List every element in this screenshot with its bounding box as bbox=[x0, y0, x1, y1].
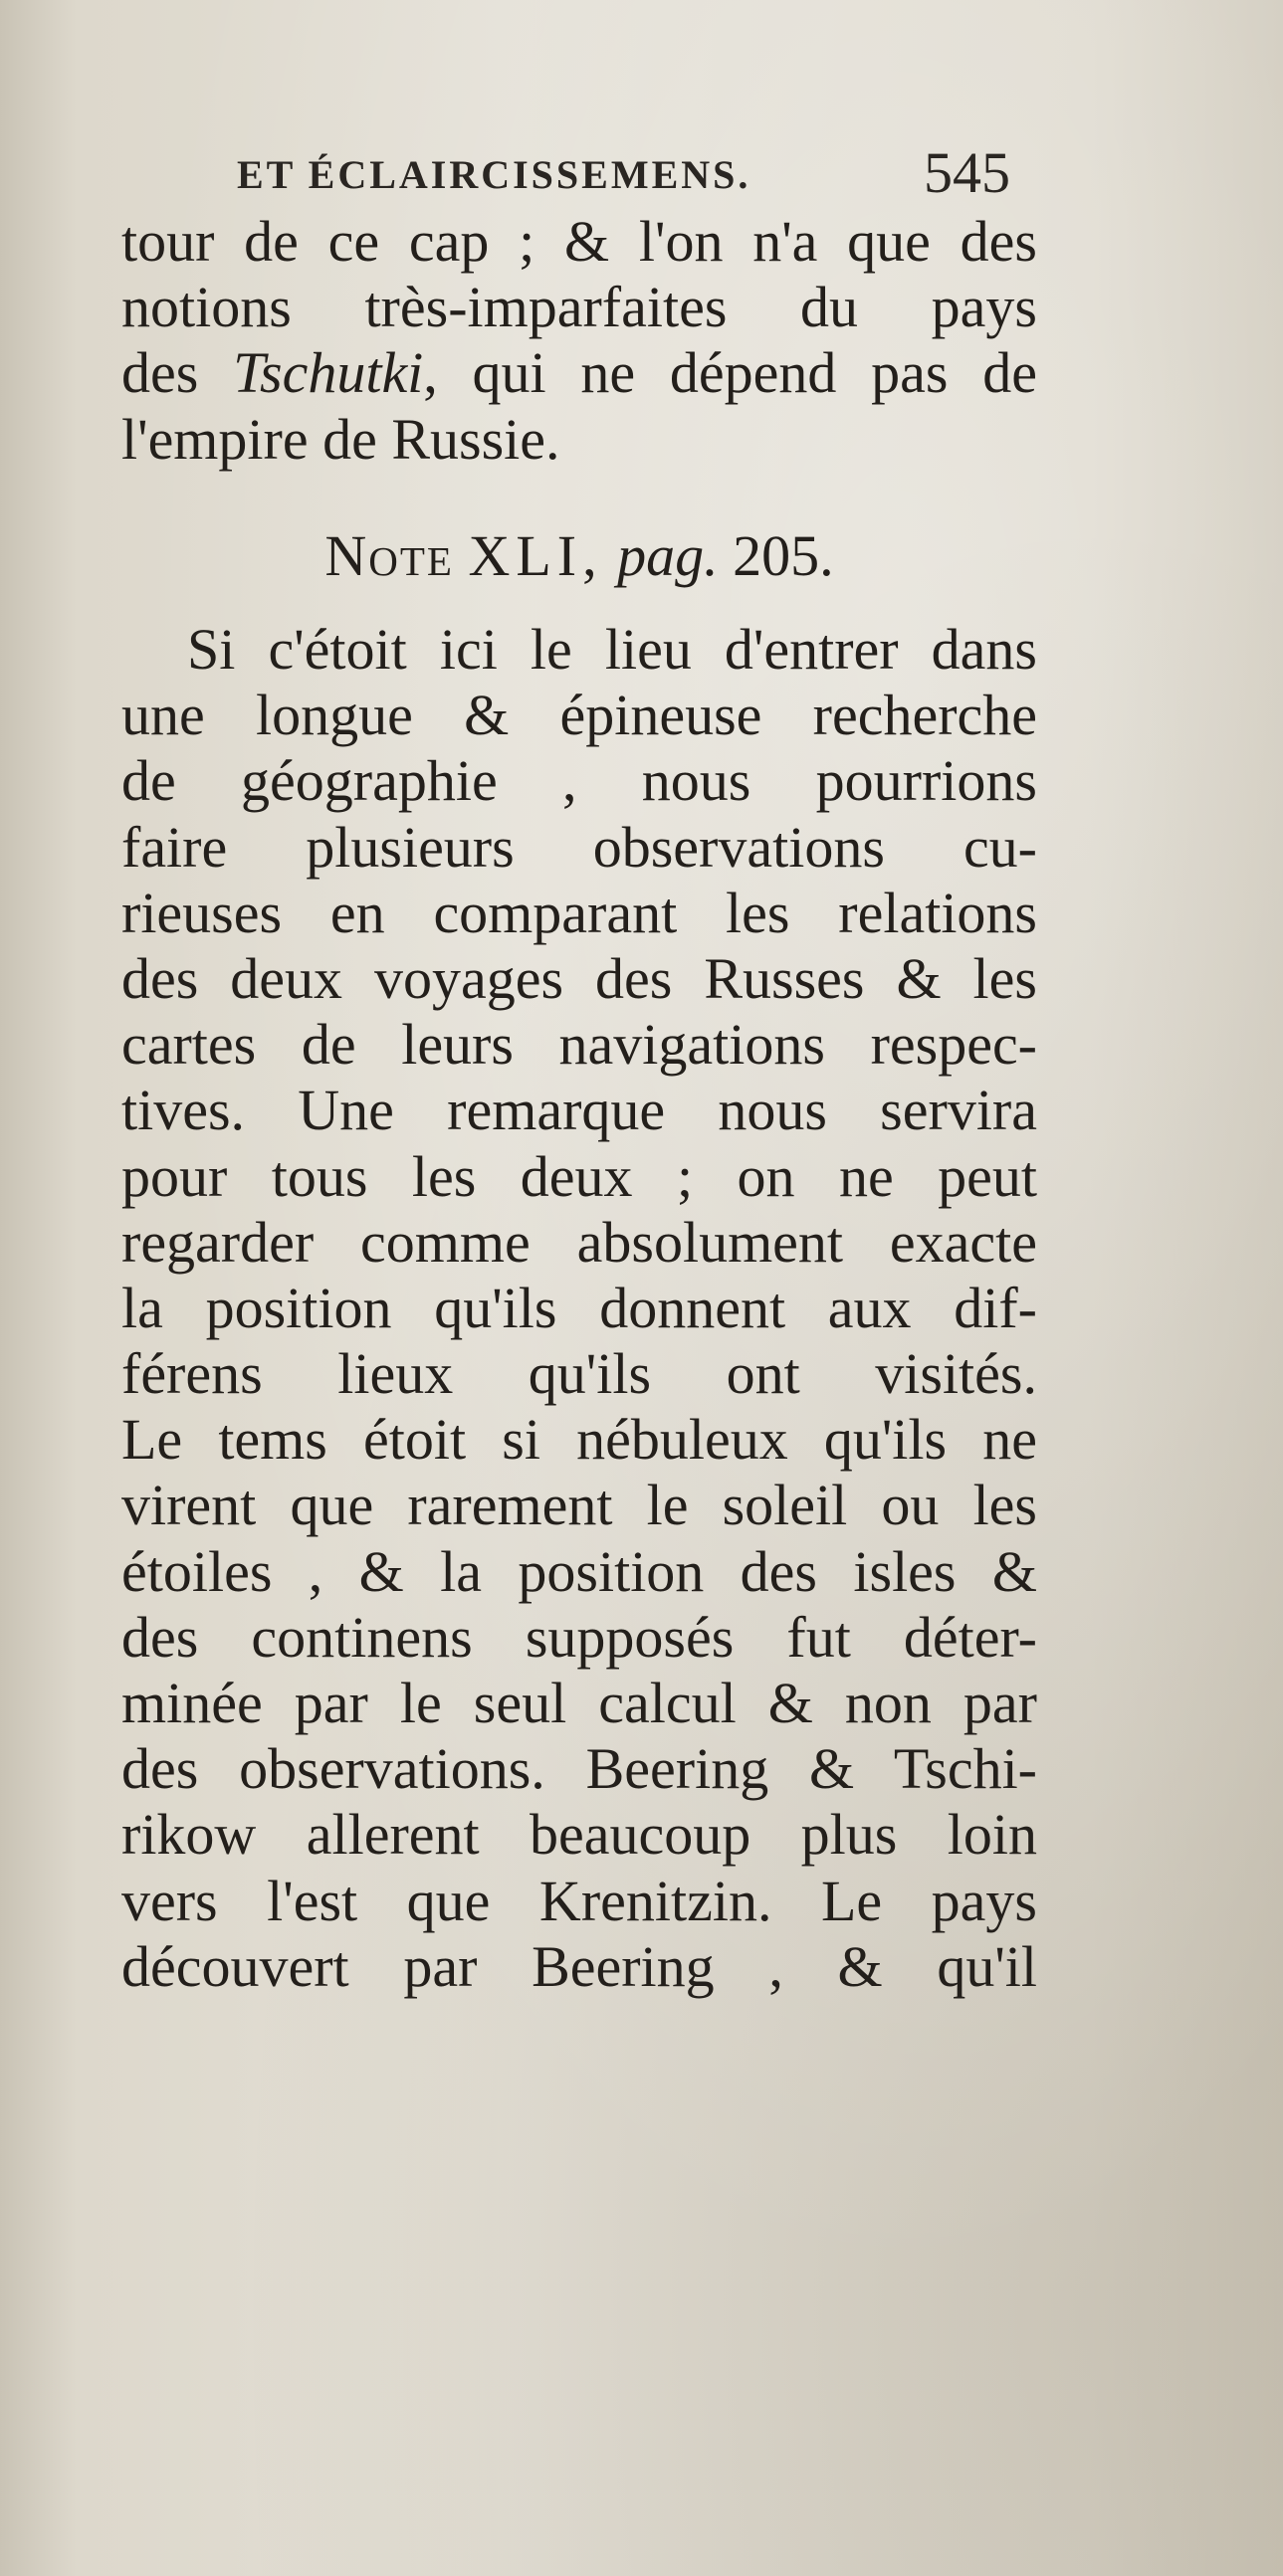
text-line: rikow allerent beaucoup plus loin bbox=[121, 1802, 1037, 1868]
text-line: pour tous les deux ; on ne peut bbox=[121, 1143, 1037, 1209]
text-line: étoiles , & la position des isles & bbox=[121, 1538, 1037, 1604]
text-fragment: des bbox=[121, 340, 234, 406]
text-line: tives. Une remarque nous servira bbox=[121, 1078, 1037, 1143]
page-abbrev: pag. bbox=[617, 523, 719, 588]
text-line: de géographie , nous pourrions bbox=[121, 748, 1037, 814]
text-line: regarder comme absolument exacte bbox=[121, 1209, 1037, 1275]
text-line: minée par le seul calcul & non par bbox=[121, 1671, 1037, 1735]
text-line: des continens supposés fut déter- bbox=[121, 1604, 1037, 1670]
text-line: tour de ce cap ; & l'on n'a que des bbox=[121, 209, 1037, 274]
page-number: 545 bbox=[924, 140, 1010, 205]
text-line: des deux voyages des Russes & les bbox=[121, 945, 1037, 1011]
page-reference: 205. bbox=[733, 523, 834, 588]
running-head bbox=[237, 139, 1033, 209]
continuation-text bbox=[121, 209, 1037, 473]
note-word: Note bbox=[324, 523, 454, 588]
text-line: virent que rarement le soleil ou les bbox=[121, 1473, 1037, 1538]
text-line: la position qu'ils donnent aux dif- bbox=[121, 1275, 1037, 1340]
note-heading bbox=[121, 522, 1037, 589]
note-paragraph bbox=[121, 617, 1037, 2000]
text-line: faire plusieurs observations cu- bbox=[121, 814, 1037, 880]
text-line: découvert par Beering , & qu'il bbox=[121, 1933, 1037, 1999]
note-numeral: XLI, bbox=[468, 523, 603, 588]
text-line: cartes de leurs navigations respec- bbox=[121, 1012, 1037, 1078]
text-line: une longue & épineuse recherche bbox=[121, 683, 1037, 748]
text-line: vers l'est que Krenitzin. Le pays bbox=[121, 1868, 1037, 1933]
text-line: l'empire de Russie. bbox=[121, 406, 560, 472]
text-line: rieuses en comparant les relations bbox=[121, 880, 1037, 945]
text-line: férens lieux qu'ils ont visités. bbox=[121, 1341, 1037, 1407]
text-line bbox=[121, 340, 1037, 406]
text-line: notions très-imparfaites du pays bbox=[121, 275, 1037, 340]
text-line: Le tems étoit si nébuleux qu'ils ne bbox=[121, 1407, 1037, 1473]
place-name-italic: Tschutki bbox=[233, 340, 424, 406]
text-line: des observations. Beering & Tschi- bbox=[121, 1736, 1037, 1802]
text-fragment: , qui ne dépend pas de bbox=[423, 340, 1037, 406]
running-title: ET ÉCLAIRCISSEMENS. bbox=[237, 152, 751, 197]
text-line: Si c'étoit ici le lieu d'entrer dans bbox=[187, 617, 1037, 682]
